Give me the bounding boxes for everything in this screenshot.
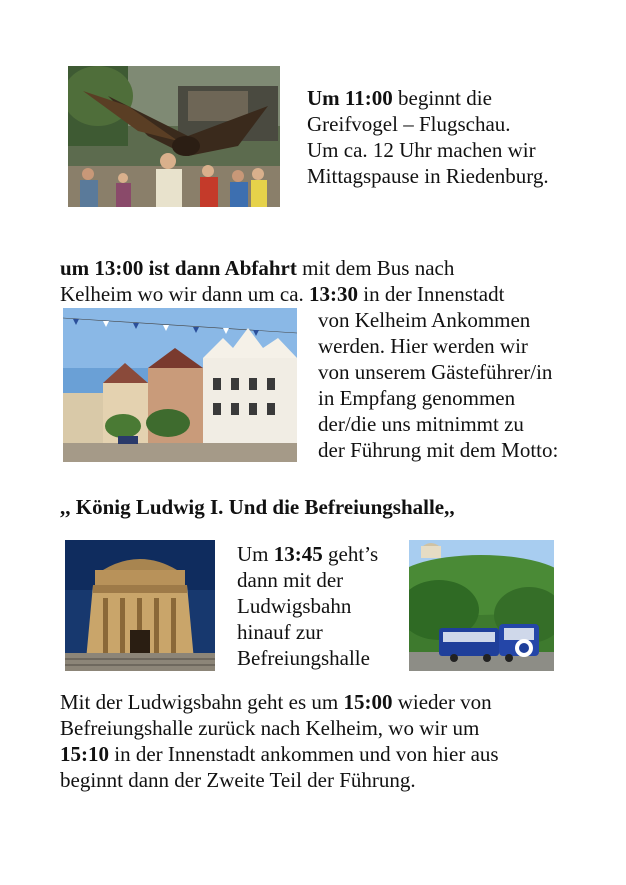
text-line: 15:10 in der Innenstadt ankommen und von hier aus <box>60 742 499 766</box>
text-line: Greifvogel – Flugschau. <box>307 112 511 136</box>
text-line: Befreiungshalle zurück nach Kelheim, wo wir um <box>60 716 480 740</box>
text-line: Mit der Ludwigsbahn geht es um 15:00 wieder von <box>60 690 492 714</box>
text-line: Um ca. 12 Uhr machen wir <box>307 138 536 162</box>
text-line: beginnt dann der Zweite Teil der Führung. <box>60 768 416 792</box>
text-line: Kelheim wo wir dann um ca. 13:30 in der Innenstadt <box>60 282 505 306</box>
text-line: der/die uns mitnimmt zu <box>318 412 524 436</box>
schedule-block-4 <box>60 689 499 793</box>
tour-motto: ,, König Ludwig I. Und die Befreiungshalle,, <box>60 495 455 519</box>
kelheim-townhall-photo <box>63 308 297 462</box>
text-line: von unserem Gästeführer/in <box>318 360 553 384</box>
schedule-block-2-right <box>318 307 558 463</box>
schedule-block-2 <box>60 255 504 307</box>
befreiungshalle-photo <box>65 540 215 671</box>
text-line: von Kelheim Ankommen <box>318 308 531 332</box>
text-line: werden. Hier werden wir <box>318 334 528 358</box>
text-line: um 13:00 ist dann Abfahrt mit dem Bus nach <box>60 256 455 280</box>
text-line: dann mit der <box>237 568 344 592</box>
ludwigsbahn-photo <box>409 540 554 671</box>
schedule-block-3 <box>237 541 378 671</box>
falconry-show-photo <box>68 66 280 207</box>
text-line: Mittagspause in Riedenburg. <box>307 164 549 188</box>
text-line: Ludwigsbahn <box>237 594 352 618</box>
text-line: in Empfang genommen <box>318 386 516 410</box>
text-line: Um 13:45 geht’s <box>237 542 379 566</box>
text-line: Um 11:00 beginnt die <box>307 86 492 110</box>
schedule-block-1 <box>307 85 549 189</box>
text-line: der Führung mit dem Motto: <box>318 438 559 462</box>
text-line: hinauf zur <box>237 620 323 644</box>
text-line: Befreiungshalle <box>237 646 370 670</box>
